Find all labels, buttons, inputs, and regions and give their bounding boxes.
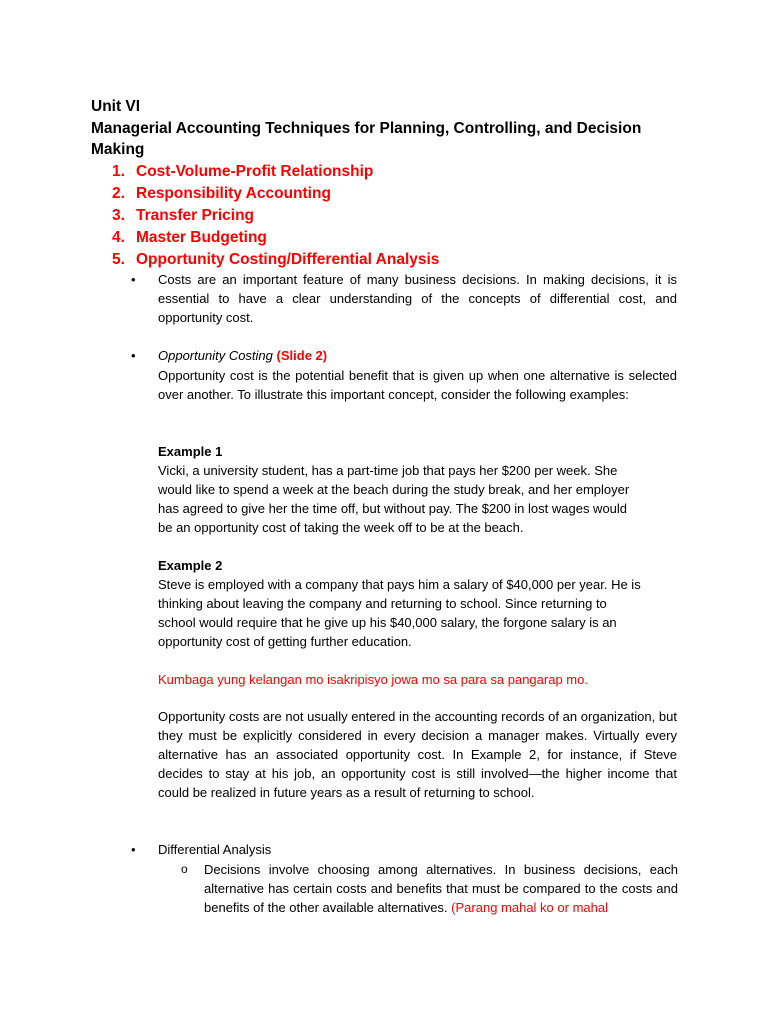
bullet-glyph: • <box>131 842 136 857</box>
bullet-glyph: • <box>131 272 136 287</box>
topic-item: 5. Opportunity Costing/Differential Analysis <box>112 251 440 268</box>
differential-aside: (Parang mahal ko or mahal <box>451 900 608 915</box>
example-2-text: Steve is employed with a company that pays him a salary of $40,000 per year. He is thinking about leaving the company and returning to school. Since returning to school would require that he give up his $40,000 salary, the forgone salary is an opportunity cost of getting further education. <box>158 577 641 649</box>
opportunity-closing-paragraph: Opportunity costs are not usually entered in the accounting records of an organization, but they must be explicitly considered in every decision a manager makes. Virtually every alternative has an associated opportunity cost. In Example 2, for instance, if Steve decides to stay at his job, an opportunity cost is still involved—the higher income that could be realized in future years as a result of returning to school. <box>158 709 677 800</box>
tagalog-note: Kumbaga yung kelangan mo isakripisyo jowa mo sa para sa pangarap mo. <box>158 672 588 687</box>
topic-item: 4. Master Budgeting <box>112 229 267 246</box>
example-1-text: Vicki, a university student, has a part-time job that pays her $200 per week. She would like to spend a week at the beach during the study break, and her employer has agreed to give her the time off, but without pay. The $200 in lost wages would be an opportunity cost of taking the week off to be at the beach. <box>158 463 630 535</box>
topic-item: 1. Cost-Volume-Profit Relationship <box>112 163 374 180</box>
topic-item: 2. Responsibility Accounting <box>112 185 331 202</box>
intro-paragraph: Costs are an important feature of many business decisions. In making decisions, it is essential to have a clear understanding of the concepts of differential cost, and opportunity cost. <box>158 272 677 325</box>
sub-bullet-glyph: o <box>181 862 188 876</box>
slide-reference: (Slide 2) <box>276 348 328 363</box>
unit-heading: Unit VI <box>91 98 141 115</box>
example-1-title: Example 1 <box>158 444 223 459</box>
opportunity-heading: Opportunity Costing <box>158 348 273 363</box>
title-line-2: Making <box>91 141 145 158</box>
topic-item: 3. Transfer Pricing <box>112 207 255 224</box>
title-line-1: Managerial Accounting Techniques for Planning, Controlling, and Decision <box>91 120 642 137</box>
example-2-title: Example 2 <box>158 558 223 573</box>
opportunity-definition: Opportunity cost is the potential benefit that is given up when one alternative is selected over another. To illustrate this important concept, consider the following examples: <box>158 368 677 402</box>
differential-text: Decisions involve choosing among alternatives. In business decisions, each alternative has certain costs and benefits that must be compared to the costs and benefits of the other available alternatives. <box>204 862 678 915</box>
differential-paragraph <box>204 860 678 917</box>
opportunity-heading-line <box>158 346 677 365</box>
differential-heading: Differential Analysis <box>158 842 272 857</box>
bullet-glyph: • <box>131 348 136 363</box>
